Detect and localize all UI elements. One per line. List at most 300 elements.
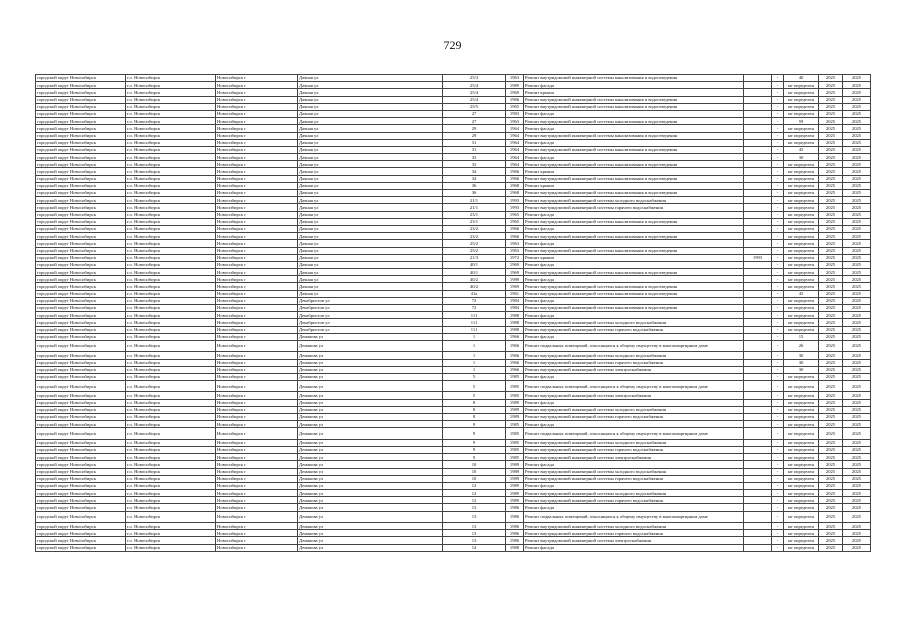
start-year-cell: 2025 bbox=[819, 139, 843, 146]
start-year-cell: 2025 bbox=[819, 446, 843, 453]
table-row bbox=[36, 439, 871, 446]
end-year-cell: 2025 bbox=[843, 446, 871, 453]
settlement-cell: г.о. Новосибирск bbox=[126, 523, 216, 530]
house-number-cell: 111 bbox=[443, 312, 506, 319]
municipality-cell: городской округ Новосибирск bbox=[36, 504, 126, 511]
dash-cell: - bbox=[772, 537, 784, 544]
cost-cell: не определен bbox=[784, 89, 819, 96]
cost-cell: не определен bbox=[784, 261, 819, 268]
street-cell: Демакова ул bbox=[298, 333, 443, 340]
house-number-cell: 33 bbox=[443, 154, 506, 161]
city-cell: Новосибирск г bbox=[216, 399, 298, 406]
dash-cell: - bbox=[772, 175, 784, 182]
end-year-cell: 2025 bbox=[843, 381, 871, 392]
year-built-cell: 1969 bbox=[506, 89, 524, 96]
year-built-cell: 1985 bbox=[506, 446, 524, 453]
year-reconstruction-cell bbox=[744, 454, 772, 461]
end-year-cell: 2025 bbox=[843, 218, 871, 225]
municipality-cell: городской округ Новосибирск bbox=[36, 204, 126, 211]
cost-cell: не определен bbox=[784, 406, 819, 413]
city-cell: Новосибирск г bbox=[216, 461, 298, 468]
table-row bbox=[36, 454, 871, 461]
street-cell: Дачная ул bbox=[298, 290, 443, 297]
start-year-cell: 2025 bbox=[819, 359, 843, 366]
municipality-cell: городской округ Новосибирск bbox=[36, 373, 126, 380]
work-type-cell: Ремонт внутридомовой инженерной системы канализования и водоотведения bbox=[524, 96, 744, 103]
work-type-cell: Ремонт фасада bbox=[524, 276, 744, 283]
table-row bbox=[36, 544, 871, 551]
start-year-cell: 2025 bbox=[819, 392, 843, 399]
dash-cell: - bbox=[772, 414, 784, 421]
year-reconstruction-cell bbox=[744, 497, 772, 504]
cost-cell: не определен bbox=[784, 161, 819, 168]
city-cell: Новосибирск г bbox=[216, 490, 298, 497]
dash-cell: - bbox=[772, 269, 784, 276]
year-reconstruction-cell bbox=[744, 414, 772, 421]
city-cell: Новосибирск г bbox=[216, 82, 298, 89]
dash-cell: - bbox=[772, 225, 784, 232]
city-cell: Новосибирск г bbox=[216, 326, 298, 333]
work-type-cell: Ремонт подвальных помещений, относящихся к общему имуществу в многоквартирном доме bbox=[524, 428, 744, 439]
table-row bbox=[36, 283, 871, 290]
start-year-cell: 2025 bbox=[819, 125, 843, 132]
year-reconstruction-cell bbox=[744, 297, 772, 304]
work-type-cell: Ремонт фасада bbox=[524, 125, 744, 132]
work-type-cell: Ремонт внутридомовой инженерной системы холодного водоснабжения bbox=[524, 406, 744, 413]
street-cell: Демакова ул bbox=[298, 406, 443, 413]
cost-cell: 26 bbox=[784, 340, 819, 351]
municipality-cell: городской округ Новосибирск bbox=[36, 530, 126, 537]
year-built-cell: 1989 bbox=[506, 276, 524, 283]
cost-cell: не определен bbox=[784, 168, 819, 175]
house-number-cell: 1 bbox=[443, 366, 506, 373]
work-type-cell: Ремонт подвальных помещений, относящихся к общему имуществу в многоквартирном доме bbox=[524, 381, 744, 392]
table-row bbox=[36, 475, 871, 482]
house-number-cell: 1 bbox=[443, 352, 506, 359]
work-type-cell: Ремонт фасада bbox=[524, 211, 744, 218]
city-cell: Новосибирск г bbox=[216, 103, 298, 110]
dash-cell: - bbox=[772, 446, 784, 453]
settlement-cell: г.о. Новосибирск bbox=[126, 352, 216, 359]
cost-cell: 30 bbox=[784, 352, 819, 359]
table-row bbox=[36, 211, 871, 218]
work-type-cell: Ремонт внутридомовой инженерной системы канализования и водоотведения bbox=[524, 118, 744, 125]
start-year-cell: 2025 bbox=[819, 333, 843, 340]
start-year-cell: 2025 bbox=[819, 154, 843, 161]
year-reconstruction-cell bbox=[744, 190, 772, 197]
municipality-cell: городской округ Новосибирск bbox=[36, 211, 126, 218]
year-reconstruction-cell bbox=[744, 139, 772, 146]
year-built-cell: 1989 bbox=[506, 406, 524, 413]
year-reconstruction-cell bbox=[744, 392, 772, 399]
cost-cell: не определен bbox=[784, 110, 819, 117]
start-year-cell: 2025 bbox=[819, 110, 843, 117]
settlement-cell: г.о. Новосибирск bbox=[126, 254, 216, 261]
start-year-cell: 2025 bbox=[819, 82, 843, 89]
city-cell: Новосибирск г bbox=[216, 240, 298, 247]
end-year-cell: 2025 bbox=[843, 319, 871, 326]
end-year-cell: 2025 bbox=[843, 468, 871, 475]
start-year-cell: 2025 bbox=[819, 406, 843, 413]
work-type-cell: Ремонт внутридомовой инженерной системы канализования и водоотведения bbox=[524, 161, 744, 168]
city-cell: Новосибирск г bbox=[216, 523, 298, 530]
start-year-cell: 2025 bbox=[819, 276, 843, 283]
end-year-cell: 2025 bbox=[843, 146, 871, 153]
work-type-cell: Ремонт фасада bbox=[524, 504, 744, 511]
cost-cell: не определен bbox=[784, 175, 819, 182]
city-cell: Новосибирск г bbox=[216, 544, 298, 551]
municipality-cell: городской округ Новосибирск bbox=[36, 446, 126, 453]
cost-cell: не определен bbox=[784, 523, 819, 530]
municipality-cell: городской округ Новосибирск bbox=[36, 233, 126, 240]
end-year-cell: 2025 bbox=[843, 312, 871, 319]
house-number-cell: 9 bbox=[443, 446, 506, 453]
work-type-cell: Ремонт внутридомовой инженерной системы канализования и водоотведения bbox=[524, 218, 744, 225]
end-year-cell: 2025 bbox=[843, 290, 871, 297]
dash-cell: - bbox=[772, 326, 784, 333]
cost-cell: не определен bbox=[784, 428, 819, 439]
end-year-cell: 2025 bbox=[843, 523, 871, 530]
city-cell: Новосибирск г bbox=[216, 340, 298, 351]
table-row bbox=[36, 269, 871, 276]
cost-cell: не определен bbox=[784, 254, 819, 261]
table-row bbox=[36, 118, 871, 125]
work-type-cell: Ремонт фасада bbox=[524, 482, 744, 489]
year-reconstruction-cell bbox=[744, 482, 772, 489]
work-type-cell: Ремонт фасада bbox=[524, 139, 744, 146]
settlement-cell: г.о. Новосибирск bbox=[126, 168, 216, 175]
house-number-cell: 9 bbox=[443, 439, 506, 446]
cost-cell: не определен bbox=[784, 439, 819, 446]
house-number-cell: 36 bbox=[443, 182, 506, 189]
year-built-cell: 1986 bbox=[506, 504, 524, 511]
end-year-cell: 2025 bbox=[843, 211, 871, 218]
municipality-cell: городской округ Новосибирск bbox=[36, 475, 126, 482]
start-year-cell: 2025 bbox=[819, 261, 843, 268]
house-number-cell: 13 bbox=[443, 537, 506, 544]
work-type-cell: Ремонт фасада bbox=[524, 373, 744, 380]
municipality-cell: городской округ Новосибирск bbox=[36, 297, 126, 304]
year-built-cell: 1964 bbox=[506, 154, 524, 161]
end-year-cell: 2025 bbox=[843, 103, 871, 110]
start-year-cell: 2025 bbox=[819, 523, 843, 530]
settlement-cell: г.о. Новосибирск bbox=[126, 497, 216, 504]
cost-cell: не определен bbox=[784, 392, 819, 399]
table-row bbox=[36, 399, 871, 406]
street-cell: Демакова ул bbox=[298, 414, 443, 421]
municipality-cell: городской округ Новосибирск bbox=[36, 428, 126, 439]
settlement-cell: г.о. Новосибирск bbox=[126, 359, 216, 366]
municipality-cell: городской округ Новосибирск bbox=[36, 190, 126, 197]
year-reconstruction-cell bbox=[744, 276, 772, 283]
cost-cell: не определен bbox=[784, 82, 819, 89]
year-reconstruction-cell bbox=[744, 537, 772, 544]
cost-cell: 40 bbox=[784, 75, 819, 82]
start-year-cell: 2025 bbox=[819, 468, 843, 475]
table-row bbox=[36, 103, 871, 110]
end-year-cell: 2025 bbox=[843, 475, 871, 482]
year-built-cell: 1966 bbox=[506, 359, 524, 366]
municipality-cell: городской округ Новосибирск bbox=[36, 168, 126, 175]
settlement-cell: г.о. Новосибирск bbox=[126, 89, 216, 96]
cost-cell: не определен bbox=[784, 125, 819, 132]
house-number-cell: 31 bbox=[443, 139, 506, 146]
settlement-cell: г.о. Новосибирск bbox=[126, 175, 216, 182]
settlement-cell: г.о. Новосибирск bbox=[126, 161, 216, 168]
table-row bbox=[36, 132, 871, 139]
year-reconstruction-cell bbox=[744, 240, 772, 247]
cost-cell: не определен bbox=[784, 225, 819, 232]
work-type-cell: Ремонт внутридомовой инженерной системы холодного водоснабжения bbox=[524, 439, 744, 446]
street-cell: Дачная ул bbox=[298, 261, 443, 268]
house-number-cell: 40/2 bbox=[443, 283, 506, 290]
table-row bbox=[36, 326, 871, 333]
street-cell: Дачная ул bbox=[298, 132, 443, 139]
house-number-cell: 21/1 bbox=[443, 197, 506, 204]
end-year-cell: 2025 bbox=[843, 511, 871, 522]
start-year-cell: 2025 bbox=[819, 461, 843, 468]
year-built-cell: 1966 bbox=[506, 352, 524, 359]
street-cell: Дачная ул bbox=[298, 146, 443, 153]
settlement-cell: г.о. Новосибирск bbox=[126, 373, 216, 380]
start-year-cell: 2025 bbox=[819, 132, 843, 139]
municipality-cell: городской округ Новосибирск bbox=[36, 161, 126, 168]
house-number-cell: 25/2 bbox=[443, 247, 506, 254]
municipality-cell: городской округ Новосибирск bbox=[36, 75, 126, 82]
cost-cell: не определен bbox=[784, 211, 819, 218]
year-reconstruction-cell bbox=[744, 490, 772, 497]
house-number-cell: 34 bbox=[443, 175, 506, 182]
settlement-cell: г.о. Новосибирск bbox=[126, 225, 216, 232]
table-row bbox=[36, 276, 871, 283]
start-year-cell: 2025 bbox=[819, 497, 843, 504]
work-type-cell: Ремонт внутридомовой инженерной системы электроснабжения bbox=[524, 454, 744, 461]
year-reconstruction-cell bbox=[744, 523, 772, 530]
work-type-cell: Ремонт внутридомовой инженерной системы канализования и водоотведения bbox=[524, 233, 744, 240]
start-year-cell: 2025 bbox=[819, 340, 843, 351]
house-number-cell: 21/1 bbox=[443, 204, 506, 211]
settlement-cell: г.о. Новосибирск bbox=[126, 482, 216, 489]
municipality-cell: городской округ Новосибирск bbox=[36, 218, 126, 225]
table-row bbox=[36, 312, 871, 319]
settlement-cell: г.о. Новосибирск bbox=[126, 132, 216, 139]
start-year-cell: 2025 bbox=[819, 168, 843, 175]
end-year-cell: 2025 bbox=[843, 168, 871, 175]
municipality-cell: городской округ Новосибирск bbox=[36, 359, 126, 366]
table-row bbox=[36, 373, 871, 380]
year-reconstruction-cell bbox=[744, 247, 772, 254]
year-built-cell: 1985 bbox=[506, 421, 524, 428]
cost-cell: 45 bbox=[784, 146, 819, 153]
municipality-cell: городской округ Новосибирск bbox=[36, 290, 126, 297]
table-row bbox=[36, 89, 871, 96]
dash-cell: - bbox=[772, 89, 784, 96]
house-number-cell: 111 bbox=[443, 326, 506, 333]
city-cell: Новосибирск г bbox=[216, 96, 298, 103]
year-reconstruction-cell: 1993 bbox=[744, 254, 772, 261]
year-reconstruction-cell bbox=[744, 96, 772, 103]
table-row bbox=[36, 161, 871, 168]
start-year-cell: 2025 bbox=[819, 225, 843, 232]
work-type-cell: Ремонт внутридомовой инженерной системы канализования и водоотведения bbox=[524, 146, 744, 153]
year-reconstruction-cell bbox=[744, 233, 772, 240]
start-year-cell: 2025 bbox=[819, 530, 843, 537]
year-built-cell: 1988 bbox=[506, 312, 524, 319]
work-type-cell: Ремонт внутридомовой инженерной системы горячего водоснабжения bbox=[524, 446, 744, 453]
cost-cell: не определен bbox=[784, 297, 819, 304]
municipality-cell: городской округ Новосибирск bbox=[36, 89, 126, 96]
year-built-cell: 1969 bbox=[506, 261, 524, 268]
settlement-cell: г.о. Новосибирск bbox=[126, 381, 216, 392]
city-cell: Новосибирск г bbox=[216, 414, 298, 421]
year-reconstruction-cell bbox=[744, 446, 772, 453]
end-year-cell: 2025 bbox=[843, 373, 871, 380]
work-type-cell: Ремонт внутридомовой инженерной системы холодного водоснабжения bbox=[524, 468, 744, 475]
house-number-cell: 10 bbox=[443, 475, 506, 482]
work-type-cell: Ремонт фасада bbox=[524, 261, 744, 268]
table-row bbox=[36, 82, 871, 89]
city-cell: Новосибирск г bbox=[216, 406, 298, 413]
street-cell: Демакова ул bbox=[298, 490, 443, 497]
city-cell: Новосибирск г bbox=[216, 454, 298, 461]
start-year-cell: 2025 bbox=[819, 381, 843, 392]
cost-cell: не определен bbox=[784, 96, 819, 103]
settlement-cell: г.о. Новосибирск bbox=[126, 96, 216, 103]
settlement-cell: г.о. Новосибирск bbox=[126, 75, 216, 82]
dash-cell: - bbox=[772, 312, 784, 319]
end-year-cell: 2025 bbox=[843, 439, 871, 446]
cost-cell: не определен bbox=[784, 319, 819, 326]
work-type-cell: Ремонт внутридомовой инженерной системы холодного водоснабжения bbox=[524, 197, 744, 204]
street-cell: Дачная ул bbox=[298, 182, 443, 189]
start-year-cell: 2025 bbox=[819, 454, 843, 461]
city-cell: Новосибирск г bbox=[216, 118, 298, 125]
year-built-cell: 1965 bbox=[506, 218, 524, 225]
city-cell: Новосибирск г bbox=[216, 154, 298, 161]
street-cell: Дачная ул bbox=[298, 175, 443, 182]
settlement-cell: г.о. Новосибирск bbox=[126, 446, 216, 453]
settlement-cell: г.о. Новосибирск bbox=[126, 218, 216, 225]
house-number-cell: 111 bbox=[443, 319, 506, 326]
start-year-cell: 2025 bbox=[819, 197, 843, 204]
work-type-cell: Ремонт внутридомовой инженерной системы канализования и водоотведения bbox=[524, 175, 744, 182]
house-number-cell: 1 bbox=[443, 340, 506, 351]
house-number-cell: 5 bbox=[443, 381, 506, 392]
street-cell: Демакова ул bbox=[298, 454, 443, 461]
table-body bbox=[36, 75, 871, 552]
municipality-cell: городской округ Новосибирск bbox=[36, 381, 126, 392]
start-year-cell: 2025 bbox=[819, 305, 843, 312]
settlement-cell: г.о. Новосибирск bbox=[126, 197, 216, 204]
city-cell: Новосибирск г bbox=[216, 333, 298, 340]
street-cell: Дачная ул bbox=[298, 125, 443, 132]
settlement-cell: г.о. Новосибирск bbox=[126, 247, 216, 254]
end-year-cell: 2025 bbox=[843, 366, 871, 373]
dash-cell: - bbox=[772, 197, 784, 204]
dash-cell: - bbox=[772, 333, 784, 340]
house-number-cell: 9 bbox=[443, 454, 506, 461]
street-cell: Дачная ул bbox=[298, 283, 443, 290]
settlement-cell: г.о. Новосибирск bbox=[126, 269, 216, 276]
table-row bbox=[36, 154, 871, 161]
table-row bbox=[36, 504, 871, 511]
end-year-cell: 2025 bbox=[843, 110, 871, 117]
year-built-cell: 1985 bbox=[506, 439, 524, 446]
end-year-cell: 2025 bbox=[843, 352, 871, 359]
start-year-cell: 2025 bbox=[819, 118, 843, 125]
year-built-cell: 1972 bbox=[506, 254, 524, 261]
work-type-cell: Ремонт внутридомовой инженерной системы канализования и водоотведения bbox=[524, 305, 744, 312]
street-cell: Демакова ул bbox=[298, 381, 443, 392]
house-number-cell: 5 bbox=[443, 373, 506, 380]
year-built-cell: 1966 bbox=[506, 168, 524, 175]
start-year-cell: 2025 bbox=[819, 399, 843, 406]
settlement-cell: г.о. Новосибирск bbox=[126, 261, 216, 268]
street-cell: Дачная ул bbox=[298, 89, 443, 96]
cost-cell: не определен bbox=[784, 276, 819, 283]
street-cell: Демакова ул bbox=[298, 497, 443, 504]
table-row bbox=[36, 225, 871, 232]
table-row bbox=[36, 175, 871, 182]
start-year-cell: 2025 bbox=[819, 297, 843, 304]
dash-cell: - bbox=[772, 454, 784, 461]
table-row bbox=[36, 110, 871, 117]
start-year-cell: 2025 bbox=[819, 373, 843, 380]
dash-cell: - bbox=[772, 211, 784, 218]
city-cell: Новосибирск г bbox=[216, 511, 298, 522]
year-built-cell: 1964 bbox=[506, 146, 524, 153]
settlement-cell: г.о. Новосибирск bbox=[126, 392, 216, 399]
year-reconstruction-cell bbox=[744, 421, 772, 428]
dash-cell: - bbox=[772, 247, 784, 254]
cost-cell: не определен bbox=[784, 399, 819, 406]
municipality-cell: городской округ Новосибирск bbox=[36, 421, 126, 428]
work-type-cell: Ремонт внутридомовой инженерной системы горячего водоснабжения bbox=[524, 326, 744, 333]
dash-cell: - bbox=[772, 283, 784, 290]
cost-cell: не определен bbox=[784, 381, 819, 392]
house-number-cell: 36 bbox=[443, 190, 506, 197]
municipality-cell: городской округ Новосибирск bbox=[36, 283, 126, 290]
year-reconstruction-cell bbox=[744, 544, 772, 551]
work-type-cell: Ремонт фасада bbox=[524, 154, 744, 161]
start-year-cell: 2025 bbox=[819, 96, 843, 103]
house-number-cell: 25/2 bbox=[443, 240, 506, 247]
house-number-cell: 25/4 bbox=[443, 89, 506, 96]
cost-cell: не определен bbox=[784, 190, 819, 197]
work-type-cell: Ремонт фасада bbox=[524, 421, 744, 428]
street-cell: Декабристов ул bbox=[298, 319, 443, 326]
dash-cell: - bbox=[772, 218, 784, 225]
city-cell: Новосибирск г bbox=[216, 446, 298, 453]
settlement-cell: г.о. Новосибирск bbox=[126, 537, 216, 544]
cost-cell: не определен bbox=[784, 247, 819, 254]
city-cell: Новосибирск г bbox=[216, 75, 298, 82]
end-year-cell: 2025 bbox=[843, 96, 871, 103]
house-number-cell: 25/5 bbox=[443, 103, 506, 110]
table-row bbox=[36, 146, 871, 153]
dash-cell: - bbox=[772, 118, 784, 125]
house-number-cell: 13 bbox=[443, 511, 506, 522]
street-cell: Демакова ул bbox=[298, 359, 443, 366]
street-cell: Дачная ул bbox=[298, 269, 443, 276]
year-built-cell: 1985 bbox=[506, 428, 524, 439]
table-row bbox=[36, 381, 871, 392]
dash-cell: - bbox=[772, 544, 784, 551]
year-reconstruction-cell bbox=[744, 461, 772, 468]
year-built-cell: 1989 bbox=[506, 490, 524, 497]
municipality-cell: городской округ Новосибирск bbox=[36, 125, 126, 132]
street-cell: Демакова ул bbox=[298, 439, 443, 446]
